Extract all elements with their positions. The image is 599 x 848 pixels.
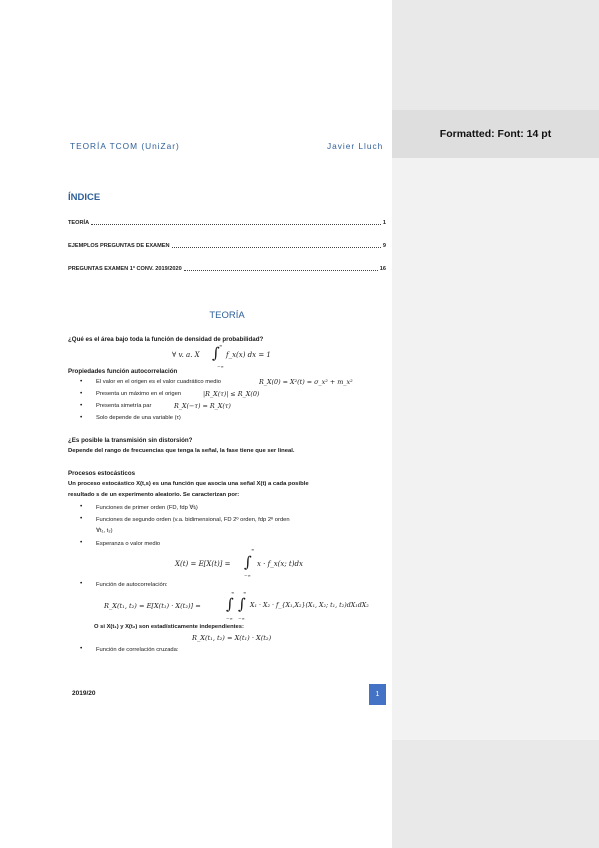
section-title: TEORÍA — [209, 310, 245, 321]
integral-upper-limit: ∞ — [231, 590, 235, 595]
paragraph-line: O si X(t₁) y X(t₂) son estadísticamente independientes: — [94, 624, 244, 630]
question-text: ¿Qué es el área bajo toda la función de densidad de probabilidad? — [68, 336, 264, 343]
integral-sign: ∫ — [244, 553, 252, 571]
bullet-text: Esperanza o valor medio — [96, 541, 161, 547]
bullet: • — [80, 390, 83, 397]
index-heading: ÍNDICE — [68, 192, 101, 203]
bullet-text-continuation: ∀t₁, t₂) — [96, 528, 113, 534]
bullet: • — [80, 515, 83, 522]
comments-pane — [392, 0, 599, 848]
integral-upper-limit: ∞ — [243, 590, 247, 595]
question-text: ¿Es posible la transmisión sin distorsión? — [68, 437, 193, 444]
integral-lower-limit: −∞ — [244, 573, 251, 578]
header-title: TEORÍA TCOM (UniZar) — [70, 141, 180, 151]
integral-sign: ∫ — [212, 344, 220, 362]
math-inline: R_X(0) = X²(t) = σ_x² + m_x² — [259, 378, 353, 386]
math-inline: |R_X(τ)| ≤ R_X(0) — [203, 390, 260, 398]
bullet: • — [80, 414, 83, 421]
toc-entry[interactable]: PREGUNTAS EXAMEN 1ª CONV. 2019/2020 16 — [68, 266, 386, 272]
page-number-box — [369, 684, 386, 705]
toc-entry[interactable]: EJEMPLOS PREGUNTAS DE EXAMEN 9 — [68, 243, 386, 249]
bullet: • — [80, 402, 83, 409]
integral-sign: ∫ — [238, 595, 246, 613]
math-integrand: f_x(x) dx = 1 — [226, 351, 271, 359]
bullet: • — [80, 378, 83, 385]
math-autocorr-integrand: X₁ · X₂ · f_{X₁,X₂}(X₁, X₂; t₁, t₂)dX₁dX₂ — [250, 602, 369, 609]
math-inline: R_X(−τ) = R_X(τ) — [174, 402, 231, 410]
comments-area — [392, 158, 599, 740]
bullet-text: Funciones de segundo orden (v.a. bidimensional, FD 2º orden, fdp 2º orden — [96, 517, 290, 523]
bullet-text: Presenta simetría par — [96, 403, 152, 409]
header-author: Javier Lluch — [327, 141, 384, 151]
integral-lower-limit: −∞ — [217, 364, 224, 369]
bullet: • — [80, 539, 83, 546]
math-mean-lhs: X(t) = E[X(t)] = — [175, 560, 231, 568]
bullet: • — [80, 580, 83, 587]
format-change-balloon[interactable]: Formatted: Font: 14 pt — [392, 110, 599, 158]
bullet: • — [80, 645, 83, 652]
math-autocorr-lhs: R_X(t₁, t₂) = E[X(t₁) · X(t₂)] = — [104, 602, 201, 610]
integral-upper-limit: ∞ — [219, 343, 223, 348]
footer-year: 2019/20 — [72, 690, 96, 697]
bullet: • — [80, 503, 83, 510]
bullet-text: Presenta un máximo en el origen — [96, 391, 182, 397]
integral-sign: ∫ — [226, 595, 234, 613]
subheading: Propiedades función autocorrelación — [68, 368, 178, 375]
bullet-text: Función de autocorrelación: — [96, 582, 168, 588]
bullet-text: Función de correlación cruzada: — [96, 647, 179, 653]
integral-lower-limit: −∞ — [226, 616, 233, 621]
math-indep: R_X(t₁, t₂) = X(t₁) · X(t₂) — [192, 634, 272, 642]
paragraph-line: resultado s de un experimento aleatorio. Se caracterizan por: — [68, 492, 240, 498]
bullet-text: El valor en el origen es el valor cuadrático medio — [96, 379, 222, 385]
integral-upper-limit: ∞ — [251, 547, 255, 552]
bullet-text: Solo depende de una variable (τ) — [96, 415, 181, 421]
answer-text: Depende del rango de frecuencias que tenga la señal, la fase tiene que ser lineal. — [68, 448, 295, 454]
math-mean-integrand: x · f_x(x; t)dx — [257, 560, 303, 568]
bullet-text: Funciones de primer orden (FD, fdp ∀tᵢ) — [96, 505, 198, 511]
subheading: Procesos estocásticos — [68, 470, 136, 477]
math-forall: ∀ v. a. X — [172, 351, 200, 359]
toc-entry[interactable]: TEORÍA 1 — [68, 220, 386, 226]
integral-lower-limit: −∞ — [238, 616, 245, 621]
paragraph-line: Un proceso estocástico X(t,s) es una función que asocia una señal X(t) a cada posible — [68, 481, 309, 487]
page-number: 1 — [375, 691, 380, 698]
